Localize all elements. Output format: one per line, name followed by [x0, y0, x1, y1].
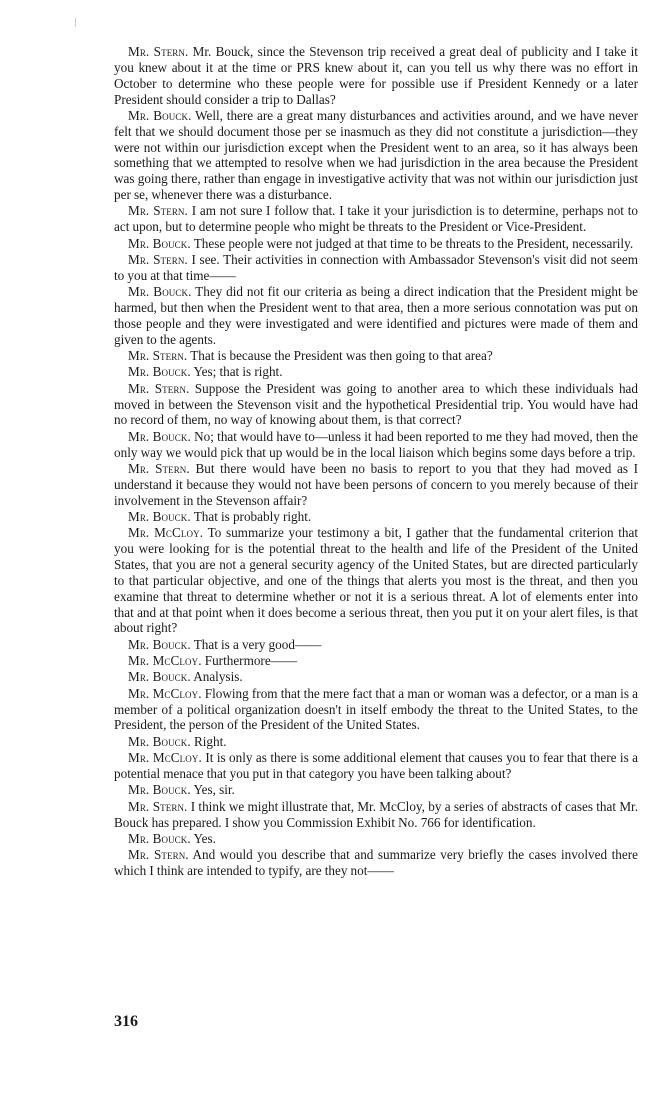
speaker-name: Mr. Bouck. — [128, 733, 191, 749]
speech-text: That is a very good—— — [193, 636, 322, 652]
speaker-name: Mr. Stern. — [128, 847, 189, 863]
speaker-name: Mr. Stern. — [128, 380, 190, 396]
speaker-name: Mr. McCloy. — [128, 750, 202, 766]
speech-text: That is probably right. — [193, 508, 312, 524]
speaker-name: Mr. Bouck. — [128, 284, 192, 300]
transcript-body — [114, 44, 638, 879]
speech-text: It is only as there is some additional element that causes you to fear that there is a potential menace that you put in that category you have been talking about? — [114, 750, 638, 781]
margin-mark — [75, 18, 76, 27]
testimony-paragraph — [114, 750, 638, 782]
testimony-paragraph — [114, 364, 638, 380]
testimony-paragraph — [114, 669, 638, 685]
speech-text: That is because the President was then going to that area? — [190, 348, 493, 364]
testimony-paragraph — [114, 525, 638, 636]
testimony-paragraph — [114, 799, 638, 831]
speaker-name: Mr. Bouck. — [128, 669, 191, 685]
speech-text: No; that would have to—unless it had been reported to me they had moved, then the only way we would pick that up would be in the local liaison which begins some days before a trip. — [114, 428, 638, 460]
testimony-paragraph — [114, 653, 638, 669]
speaker-name: Mr. Bouck. — [128, 508, 191, 524]
testimony-paragraph — [114, 782, 638, 798]
testimony-paragraph — [114, 734, 638, 750]
testimony-paragraph — [114, 686, 638, 734]
page-number: 316 — [114, 1013, 138, 1030]
speaker-name: Mr. Stern. — [128, 798, 188, 814]
speech-text: Analysis. — [193, 669, 243, 685]
testimony-paragraph — [114, 108, 638, 203]
speech-text: To summarize your testimony a bit, I gather that the fundamental criterion that you were looking for is the potential threat to the health and life of the President of the United States, that you are not a general security agency of the United States, but are directed particularly to that particular objective, and one of the things that alerts you most is the threat, and then you examine that threat to determine whether or not it is a serious threat. A lot of elements enter into that and at that point when it does become a serious threat, then you put it on your alert files, is that about right? — [114, 525, 638, 636]
testimony-paragraph — [114, 44, 638, 107]
speech-text: Suppose the President was going to another area to which these individuals had moved in between the Stevenson visit and the hypothetical Presidential trip. You would have had no record of them, no way of knowing about them, is that correct? — [114, 380, 638, 428]
speaker-name: Mr. Stern. — [128, 44, 189, 59]
speech-text: Yes. — [193, 830, 216, 846]
speech-text: Furthermore—— — [204, 653, 298, 669]
speaker-name: Mr. McCloy. — [128, 653, 202, 669]
speech-text: I see. Their activities in connection with Ambassador Stevenson's visit did not seem to you at that time—— — [114, 251, 638, 283]
testimony-paragraph — [114, 637, 638, 653]
testimony-paragraph — [114, 203, 638, 235]
speech-text: Yes; that is right. — [193, 364, 283, 380]
testimony-paragraph — [114, 429, 638, 461]
testimony-paragraph — [114, 236, 638, 252]
speech-text: And would you describe that and summarize very briefly the cases involved there which I think are intended to typify, are they not—— — [114, 847, 638, 879]
speech-text: Mr. Bouck, since the Stevenson trip received a great deal of publicity and I take it you knew about it at the time or PRS knew about it, can you tell us why there was no effort in October to determine who these people were for possible use if President Kennedy or a later President should consider a trip to Dallas? — [114, 44, 638, 107]
speaker-name: Mr. Bouck. — [128, 782, 191, 798]
testimony-paragraph — [114, 461, 638, 509]
speaker-name: Mr. Stern. — [128, 251, 188, 267]
speaker-name: Mr. Bouck. — [128, 235, 191, 251]
speaker-name: Mr. McCloy. — [128, 685, 202, 701]
speech-text: Yes, sir. — [193, 782, 235, 798]
speech-text: Flowing from that the mere fact that a man or woman was a defector, or a man is a member of a political organization doesn't in itself embody the threat to the United States, to the President, the person of the President of the United States. — [114, 685, 638, 733]
speech-text: They did not fit our criteria as being a direct indication that the President might be harmed, but then when the President went to that area, then a more serious connotation was put on those people and they were investigated and were identified and pictures were made of them and given to the agents. — [114, 284, 638, 347]
testimony-paragraph — [114, 847, 638, 879]
speaker-name: Mr. Bouck. — [128, 428, 191, 444]
speaker-name: Mr. McCloy. — [128, 525, 204, 541]
speech-text: These people were not judged at that time to be threats to the President, necessarily. — [193, 235, 634, 251]
speaker-name: Mr. Bouck. — [128, 364, 191, 380]
speech-text: I am not sure I follow that. I take it your jurisdiction is to determine, perhaps not to act upon, but to determine people who might be threats to the President or Vice-President. — [114, 203, 638, 235]
testimony-paragraph — [114, 348, 638, 364]
speaker-name: Mr. Stern. — [128, 460, 190, 476]
speaker-name: Mr. Bouck. — [128, 107, 192, 123]
speech-text: Well, there are a great many disturbances and activities around, and we have never felt that we should document those per se inasmuch as they did not constitute a jurisdiction—they were not within our jurisdiction except when the President went to an area, so it has always been something that we attempted to resolve when we had jurisdiction in the area because the President was going there, rather than engage in investigative activity that was not within our jurisdiction just per se, whenever there was a disturbance. — [114, 107, 638, 203]
speaker-name: Mr. Stern. — [128, 348, 188, 364]
speech-text: But there would have been no basis to report to you that they had moved as I understand it because they would not have been persons of concern to you merely because of their involvement in the Stevenson affair? — [114, 460, 638, 508]
speech-text: I think we might illustrate that, Mr. McCloy, by a series of abstracts of cases that Mr. Bouck has prepared. I show you Commission Exhibit No. 766 for identification. — [114, 798, 638, 830]
testimony-paragraph — [114, 831, 638, 847]
testimony-paragraph — [114, 381, 638, 429]
speech-text: Right. — [193, 733, 227, 749]
testimony-paragraph — [114, 284, 638, 347]
speaker-name: Mr. Bouck. — [128, 830, 191, 846]
testimony-paragraph — [114, 509, 638, 525]
speaker-name: Mr. Stern. — [128, 203, 188, 219]
speaker-name: Mr. Bouck. — [128, 636, 191, 652]
testimony-paragraph — [114, 252, 638, 284]
